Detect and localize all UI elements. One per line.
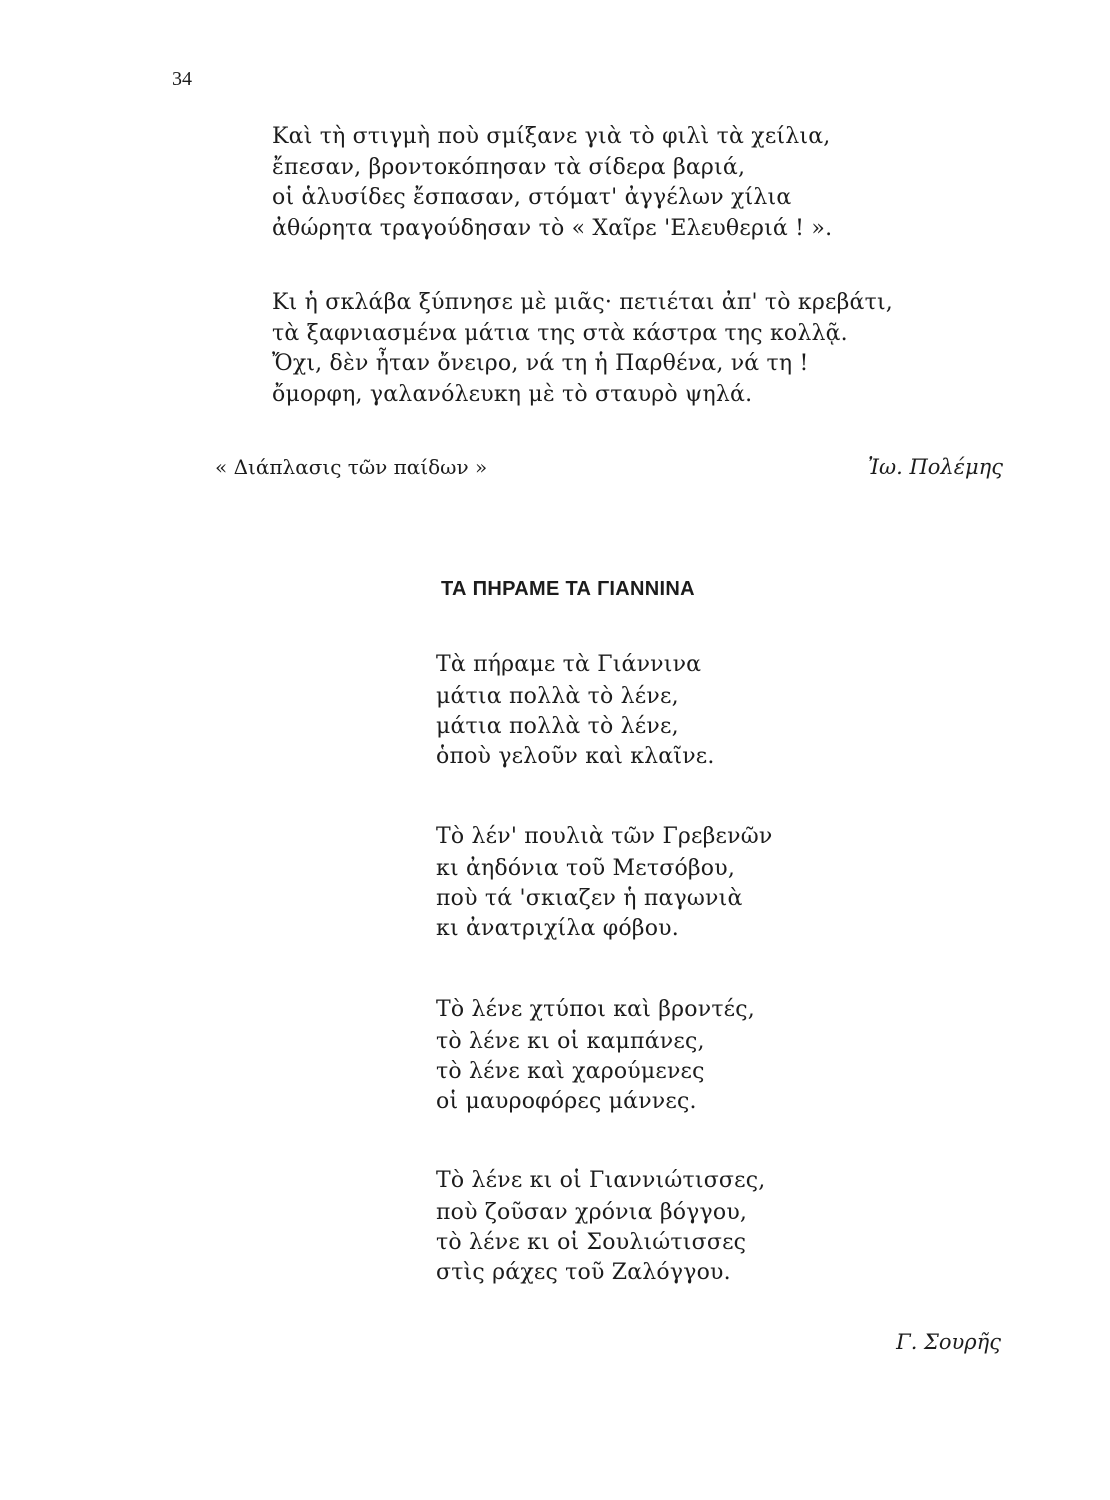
verse-line: ὁποὺ γελοῦν καὶ κλαῖνε.	[436, 744, 715, 769]
verse-line: τὸ λένε καὶ χαρούμενες	[436, 1059, 705, 1084]
poem2-author: Γ. Σουρῆς	[896, 1330, 1001, 1354]
verse-line: κι ἀνατριχίλα φόβου.	[436, 916, 679, 941]
poem1-stanza-2	[272, 288, 893, 410]
verse-line: ὄμορφη, γαλανόλευκη μὲ τὸ σταυρὸ ψηλά.	[272, 381, 753, 407]
verse-line: Ὄχι, δὲν ἦταν ὄνειρο, νά τη ἡ Παρθένα, νά τη !	[272, 351, 809, 376]
verse-line: Τὸ λένε κι οἱ Γιαννιώτισσες,	[436, 1168, 766, 1193]
verse-line: τὰ ξαφνιασμένα μάτια της στὰ κάστρα της κολλᾷ.	[272, 320, 848, 346]
poem2-stanza-2	[436, 822, 772, 944]
poem2-stanza-3	[436, 995, 755, 1117]
verse-line: ποὺ ζοῦσαν χρόνια βόγγου,	[436, 1200, 748, 1225]
poem2-stanza-4	[436, 1166, 765, 1288]
verse-line: κι ἀηδόνια τοῦ Μετσόβου,	[436, 856, 736, 881]
verse-line: ποὺ τά 'σκιαζεν ἡ παγωνιὰ	[436, 886, 743, 911]
verse-line: οἱ μαυροφόρες μάννες.	[436, 1089, 697, 1114]
poem1-author: Ἰω. Πολέμης	[868, 455, 1003, 479]
verse-line: μάτια πολλὰ τὸ λένε,	[436, 714, 679, 739]
poem1-source: « Διάπλασις τῶν παίδων »	[215, 455, 488, 479]
verse-line: τὸ λένε κι οἱ Σουλιώτισσες	[436, 1230, 747, 1255]
verse-line: τὸ λένε κι οἱ καμπάνες,	[436, 1029, 705, 1054]
verse-line: ἀθώρητα τραγούδησαν τὸ « Χαῖρε 'Ελευθεριά ! ».	[272, 215, 833, 241]
verse-line: Κι ἡ σκλάβα ξύπνησε μὲ μιᾶς· πετιέται ἀπ' τὸ κρεβάτι,	[272, 290, 893, 315]
poem1-stanza-1	[272, 122, 832, 244]
verse-line: στὶς ράχες τοῦ Ζαλόγγου.	[436, 1260, 731, 1285]
poem2-title: ΤΑ ΠΗΡΑΜΕ ΤΑ ΓΙΑΝΝΙΝΑ	[441, 578, 695, 600]
verse-line: Καὶ τὴ στιγμὴ ποὺ σμίξανε γιὰ τὸ φιλὶ τὰ χείλια,	[272, 124, 831, 149]
verse-line: Τὰ πήραμε τὰ Γιάννινα	[436, 652, 702, 677]
verse-line: Τὸ λένε χτύποι καὶ βροντές,	[436, 997, 755, 1022]
verse-line: μάτια πολλὰ τὸ λένε,	[436, 684, 679, 709]
verse-line: οἱ ἁλυσίδες ἔσπασαν, στόματ' ἀγγέλων χίλια	[272, 185, 792, 210]
page-number: 34	[172, 68, 192, 90]
verse-line: Τὸ λέν' πουλιὰ τῶν Γρεβενῶν	[436, 824, 773, 849]
verse-line: ἔπεσαν, βροντοκόπησαν τὰ σίδερα βαριά,	[272, 154, 746, 180]
poem2-stanza-1	[436, 650, 715, 772]
